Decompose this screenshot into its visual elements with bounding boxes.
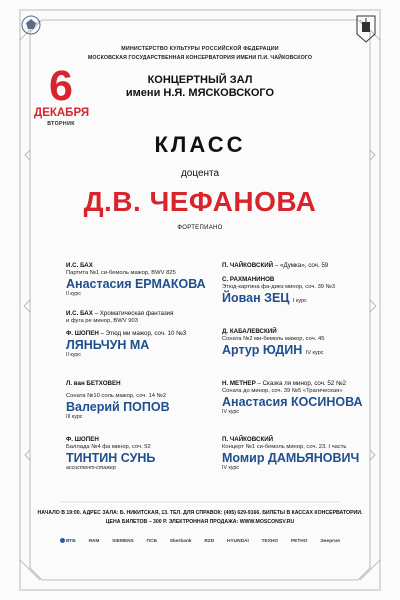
performer-name: Момир ДАМЬЯНОВИЧ (222, 451, 360, 465)
program-item (222, 328, 362, 360)
instrument-label: ФОРТЕПИАНО (177, 225, 223, 231)
composer-name: И.С. БАХ (66, 262, 93, 269)
performer-course: IV курс (222, 465, 240, 471)
sponsor-logos (60, 534, 340, 548)
sponsor-logo: Sberbank (169, 538, 192, 544)
date-day: 6 (49, 62, 73, 110)
ministry-emblem-icon (20, 14, 42, 36)
work-title: Баллада №4 фа минор, соч. 52 (66, 444, 151, 450)
program-item (222, 276, 362, 308)
composer-name: С. РАХМАНИНОВ (222, 276, 275, 283)
performer-name: ТИНТИН СУНЬ (66, 451, 156, 465)
conservatory-emblem-icon (354, 14, 378, 44)
teacher-name: Д.В. ЧЕФАНОВА (83, 186, 317, 217)
performer-course: II курс (66, 352, 81, 358)
work-title: и фуга ре минор, BWV 903 (66, 318, 138, 324)
composer-name: Ф. ШОПЕН – Этюд ми мажор, соч. 10 №3 (66, 330, 187, 337)
work-title: Соната №10 соль мажор, соч. 14 №2 (66, 393, 167, 399)
composer-name: И.С. БАХ – Хроматическая фантазия (66, 310, 174, 317)
program-item (66, 330, 206, 359)
performer-name: Артур ЮДИН IV курс (222, 343, 324, 357)
performer-name: ЛЯНЬЧУН МА (66, 338, 150, 352)
conservatory-name: МОСКОВСКАЯ ГОСУДАРСТВЕННАЯ КОНСЕРВАТОРИЯ ИМЕНИ П.И. ЧАЙКОВСКОГО (87, 55, 313, 61)
program-item (222, 262, 362, 270)
ministry-name: МИНИСТЕРСТВО КУЛЬТУРЫ РОССИЙСКОЙ ФЕДЕРАЦИИ (121, 46, 279, 52)
program-item (66, 436, 206, 472)
sponsor-logo: ВТБ (60, 538, 76, 544)
sponsor-logo: SIEMENS (112, 538, 134, 544)
work-title: Концерт №1 си-бемоль минор, соч. 23. I часть (222, 444, 347, 450)
performer-name: Йован ЗЕЦ I курс (222, 291, 307, 305)
performer-course: IV курс (222, 409, 240, 415)
composer-name: Н. МЕТНЕР – Сказка ля минор, соч. 52 №2 (222, 380, 347, 387)
sponsor-logo: RZD (204, 538, 215, 544)
work-title: Соната до минор, соч. 39 №5 «Трагическая» (222, 388, 343, 394)
performer-name: Анастасия КОСИНОВА (222, 395, 363, 409)
performer-course: II курс (66, 291, 81, 297)
program-item (66, 262, 206, 298)
class-heading: КЛАСС (154, 132, 246, 157)
composer-name: П. ЧАЙКОВСКИЙ (222, 436, 274, 443)
sponsor-logo: ПСБ (146, 538, 157, 544)
work-title: Партита №1 си-бемоль мажор, BWV 825 (66, 270, 176, 276)
program-item (222, 436, 362, 472)
composer-name: П. ЧАЙКОВСКИЙ – «Думка», соч. 59 (222, 262, 329, 269)
program-item (66, 310, 206, 325)
venue-line-1: КОНЦЕРТНЫЙ ЗАЛ (147, 74, 253, 86)
program-item (66, 380, 206, 421)
venue-title (0, 74, 400, 99)
performer-name: Валерий ПОПОВ (66, 400, 170, 414)
work-title: Этюд-картина фа-диез минор, соч. 39 №3 (222, 284, 336, 290)
venue-line-2: имени Н.Я. МЯСКОВСКОГО (125, 86, 275, 99)
footer-tickets: ЦЕНА БИЛЕТОВ – 300 Р. ЭЛЕКТРОННАЯ ПРОДАЖА: WWW.MOSCONSV.RU (105, 519, 295, 525)
performer-name: Анастасия ЕРМАКОВА (66, 277, 206, 291)
date-month: ДЕКАБРЯ (34, 107, 90, 119)
footer-info: НАЧАЛО В 19:00. АДРЕС ЗАЛА: Б. НИКИТСКАЯ, 13. ТЕЛ. ДЛЯ СПРАВОК: (495) 629-9166. БИЛЕТЫ В КАССАХ КОНСЕРВАТОРИИ. (37, 510, 363, 516)
docent-label: доцента (180, 168, 220, 179)
performer-course: ассистент-стажер (66, 465, 116, 471)
sponsor-logo: РЕТНО (290, 538, 308, 544)
program-item (222, 380, 362, 416)
composer-name: Ф. ШОПЕН (66, 436, 99, 443)
sponsor-logo: ТЕХНО (261, 538, 279, 544)
sponsor-logo: Энергия (320, 538, 340, 544)
work-title: Соната №2 ми-бемоль мажор, соч. 45 (222, 336, 325, 342)
date-weekday: ВТОРНИК (47, 121, 75, 127)
sponsor-logo: ЯАМ (88, 538, 100, 544)
sponsor-logo: HYUNDAI (226, 538, 249, 544)
performer-course: III курс (66, 414, 83, 420)
composer-name: Л. ван БЕТХОВЕН (66, 380, 121, 387)
composer-name: Д. КАБАЛЕВСКИЙ (222, 328, 277, 335)
